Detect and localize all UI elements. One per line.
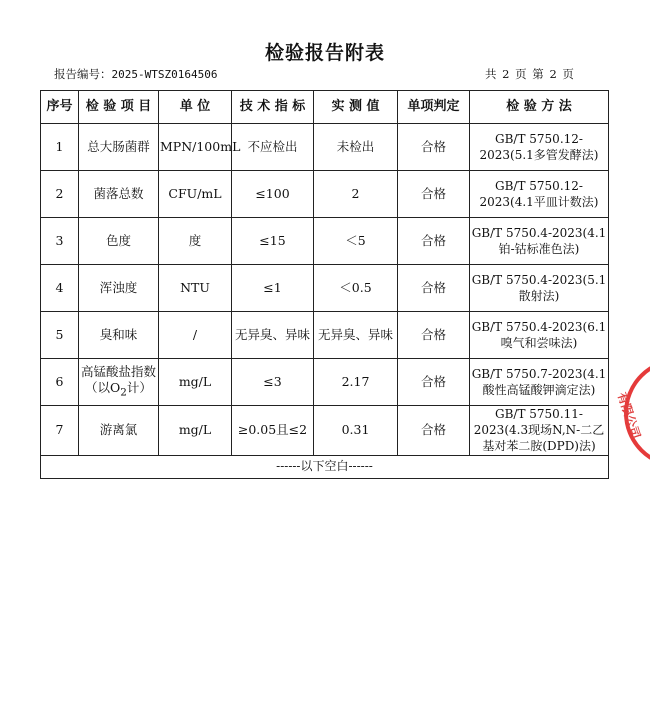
blank-note: ------以下空白------ [41,455,609,478]
report-number-label: 报告编号： [54,67,112,81]
judgement: 合格 [398,171,470,218]
page-info: 共 2 页 第 2 页 [485,67,574,81]
unit: / [159,312,232,359]
test-method: GB/T 5750.4-2023(5.1散射法) [470,265,609,312]
spec-limit: ≥0.05且≤2 [232,406,314,456]
header-cell: 实 测 值 [314,91,398,124]
header-cell: 检 验 项 目 [79,91,159,124]
results-table [40,90,609,479]
test-method: GB/T 5750.12-2023(5.1多管发酵法) [470,124,609,171]
unit: CFU/mL [159,171,232,218]
table-row [41,171,609,218]
test-method: GB/T 5750.4-2023(6.1嗅气和尝味法) [470,312,609,359]
header-cell: 单 位 [159,91,232,124]
test-item: 游离氯 [79,406,159,456]
table-row [41,312,609,359]
page-title: 检验报告附表 [264,42,385,64]
judgement: 合格 [398,265,470,312]
unit: mg/L [159,359,232,406]
measured-value: 0.31 [314,406,398,456]
unit: mg/L [159,406,232,456]
table-row [41,359,609,406]
spec-limit: 不应检出 [232,124,314,171]
header-cell: 单项判定 [398,91,470,124]
test-item: 菌落总数 [79,171,159,218]
test-item-line1: 高锰酸盐指数 [80,363,156,379]
measured-value: ＜0.5 [314,265,398,312]
spec-limit: ≤3 [232,359,314,406]
test-method: GB/T 5750.7-2023(4.1酸性高锰酸钾滴定法) [470,359,609,406]
report-number [54,66,217,82]
row-number: 7 [41,406,79,456]
test-item: 总大肠菌群 [79,124,159,171]
unit: NTU [159,265,232,312]
test-item-line2-end: 计） [126,380,152,396]
test-item: 色度 [79,218,159,265]
measured-value: 未检出 [314,124,398,171]
measured-value: 2.17 [314,359,398,406]
table-row [41,406,609,456]
test-method: GB/T 5750.12-2023(4.1平皿计数法) [470,171,609,218]
table-row [41,265,609,312]
seal-text: 有限公司 [614,390,643,441]
judgement: 合格 [398,312,470,359]
test-method: GB/T 5750.11-2023(4.3现场N,N-二乙基对苯二胺(DPD)法) [470,406,609,456]
header-cell: 序号 [41,91,79,124]
test-item-line2: （以O [85,380,121,396]
measured-value: 2 [314,171,398,218]
judgement: 合格 [398,124,470,171]
blank-note-row [41,455,609,478]
test-item: 浑浊度 [79,265,159,312]
table-row [41,124,609,171]
report-number-value: 2025-WTSZ0164506 [111,68,218,81]
test-item [79,359,159,406]
spec-limit: ≤15 [232,218,314,265]
unit: 度 [159,218,232,265]
measured-value: 无异臭、异味 [314,312,398,359]
test-item: 臭和味 [79,312,159,359]
test-method: GB/T 5750.4-2023(4.1铂-钴标准色法) [470,218,609,265]
subscript: 2 [120,386,127,399]
judgement: 合格 [398,218,470,265]
table-header-row [41,91,609,124]
header-cell: 技 术 指 标 [232,91,314,124]
judgement: 合格 [398,359,470,406]
table-row [41,218,609,265]
row-number: 3 [41,218,79,265]
judgement: 合格 [398,406,470,456]
row-number: 5 [41,312,79,359]
spec-limit: ≤100 [232,171,314,218]
row-number: 2 [41,171,79,218]
spec-limit: 无异臭、异味 [232,312,314,359]
measured-value: ＜5 [314,218,398,265]
spec-limit: ≤1 [232,265,314,312]
row-number: 1 [41,124,79,171]
unit: MPN/100mL [159,124,232,171]
row-number: 6 [41,359,79,406]
row-number: 4 [41,265,79,312]
header-cell: 检 验 方 法 [470,91,609,124]
